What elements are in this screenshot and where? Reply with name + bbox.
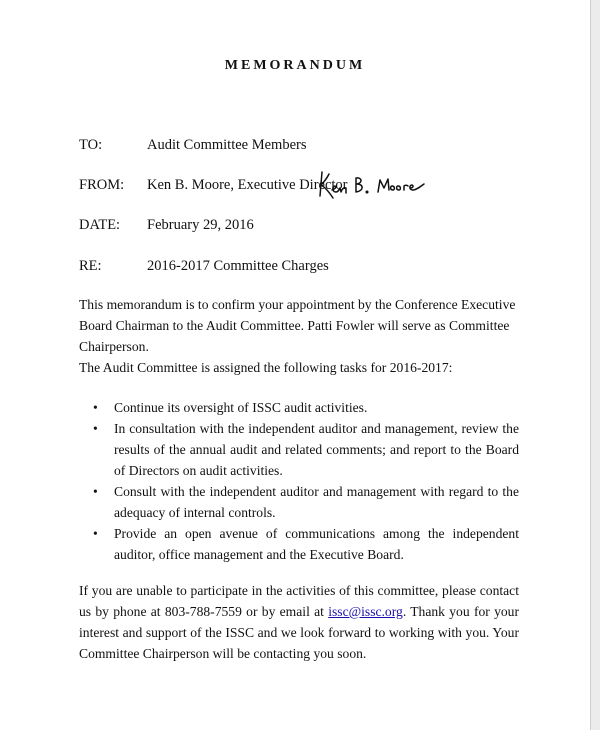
task-text: Continue its oversight of ISSC audit activities. [114,400,368,415]
handwritten-signature [316,168,428,202]
task-list [79,397,519,565]
list-item [79,523,519,565]
memo-title: MEMORANDUM [224,58,366,73]
from-value: Ken B. Moore, Executive Director [147,177,348,193]
to-label: TO: [79,137,103,153]
task-text: Consult with the independent auditor and management with regard to the adequacy of internal controls. [114,484,519,520]
list-item [79,418,519,481]
to-value: Audit Committee Members [147,137,307,153]
re-label: RE: [79,258,102,274]
list-item [79,481,519,523]
intro-paragraph: This memorandum is to confirm your appointment by the Conference Executive Board Chairman to the Audit Committee. Patti Fowler will serve as Committee Chairperson. [79,297,516,354]
from-label: FROM: [79,177,125,193]
task-text: Provide an open avenue of communications among the independent auditor, office management and the Executive Board. [114,526,519,562]
email-link[interactable]: issc@issc.org [328,604,403,619]
bullet-icon: • [93,400,98,415]
tasks-intro: The Audit Committee is assigned the following tasks for 2016-2017: [79,360,453,375]
closing-paragraph [79,580,519,664]
task-text: In consultation with the independent auditor and management, review the results of the annual audit and related comments; and report to the Board of Directors on audit activities. [114,421,519,478]
closing-text-start: If you are unable to participate in the activities of this committee, please contact us by phone at 803-788-7559 or by email at [79,583,519,619]
re-value: 2016-2017 Committee Charges [147,258,329,274]
date-label: DATE: [79,217,121,233]
date-value: February 29, 2016 [147,217,254,233]
bullet-icon: • [93,526,98,541]
bullet-icon: • [93,421,98,436]
bullet-icon: • [93,484,98,499]
list-item [79,397,519,418]
closing-text-end: . Thank you for your interest and support of the ISSC and we look forward to working with you. Your Committee Chairperson will be contacting you soon. [79,604,519,661]
